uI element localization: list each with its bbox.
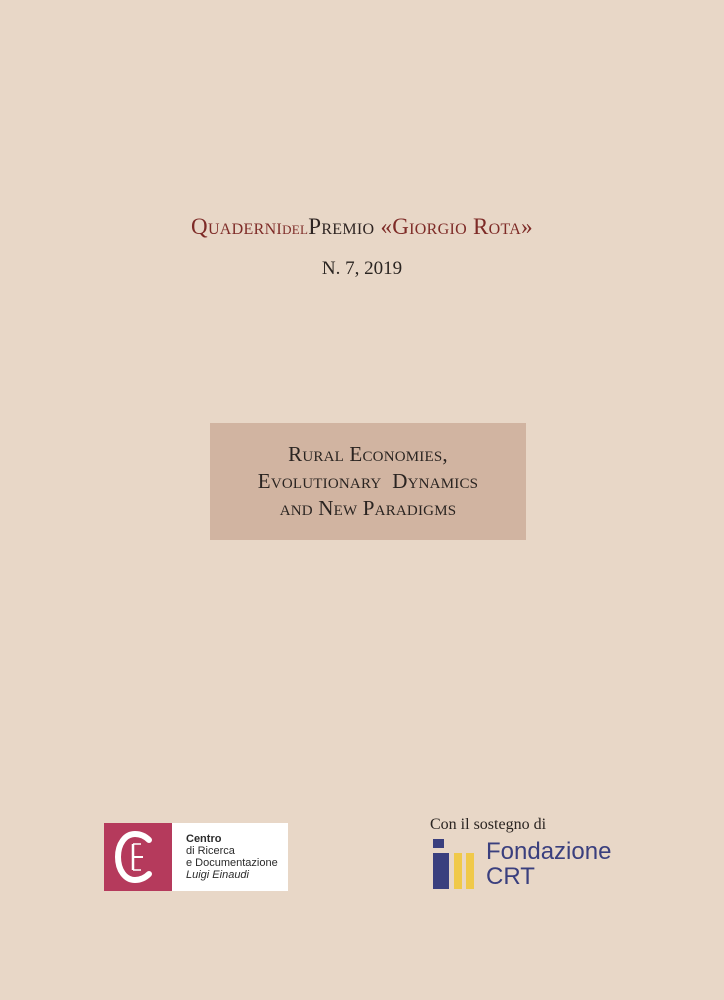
book-title-line-3: and New Paradigms (279, 496, 457, 520)
centro-einaudi-c-icon (104, 823, 172, 891)
fondazione-crt-logo (430, 839, 630, 891)
logo-line-einaudi: Luigi Einaudi (186, 869, 249, 881)
sponsor-intro: Con il sostegno di (430, 816, 547, 833)
series-title (0, 214, 724, 240)
fondazione-crt-name (486, 839, 611, 889)
issue-number: N. 7, 2019 (321, 258, 403, 279)
fondazione-crt-name-line-1: Fondazione (486, 838, 612, 865)
logo-line-ricerca: di Ricerca (186, 845, 235, 857)
series-title-quaderni: Quaderni (191, 214, 283, 239)
series-title-del: del (282, 218, 309, 239)
fondazione-crt-name-line-2: CRT (486, 863, 535, 890)
book-title-box (210, 423, 526, 540)
book-title-line-2: Evolutionary Dynamics (257, 469, 479, 493)
centro-einaudi-logo-text (186, 833, 278, 881)
series-title-premio: Premio (308, 214, 375, 239)
fondazione-crt-mark-icon (433, 839, 479, 889)
book-title-line-1: Rural Economies, (288, 442, 448, 466)
logo-line-documentazione: e Documentazione (186, 857, 278, 869)
centro-einaudi-logo (104, 823, 288, 891)
centro-einaudi-logo-mark (104, 823, 172, 891)
logo-line-centro: Centro (186, 833, 222, 845)
series-title-giorgio-rota: «Giorgio Rota» (380, 214, 533, 239)
